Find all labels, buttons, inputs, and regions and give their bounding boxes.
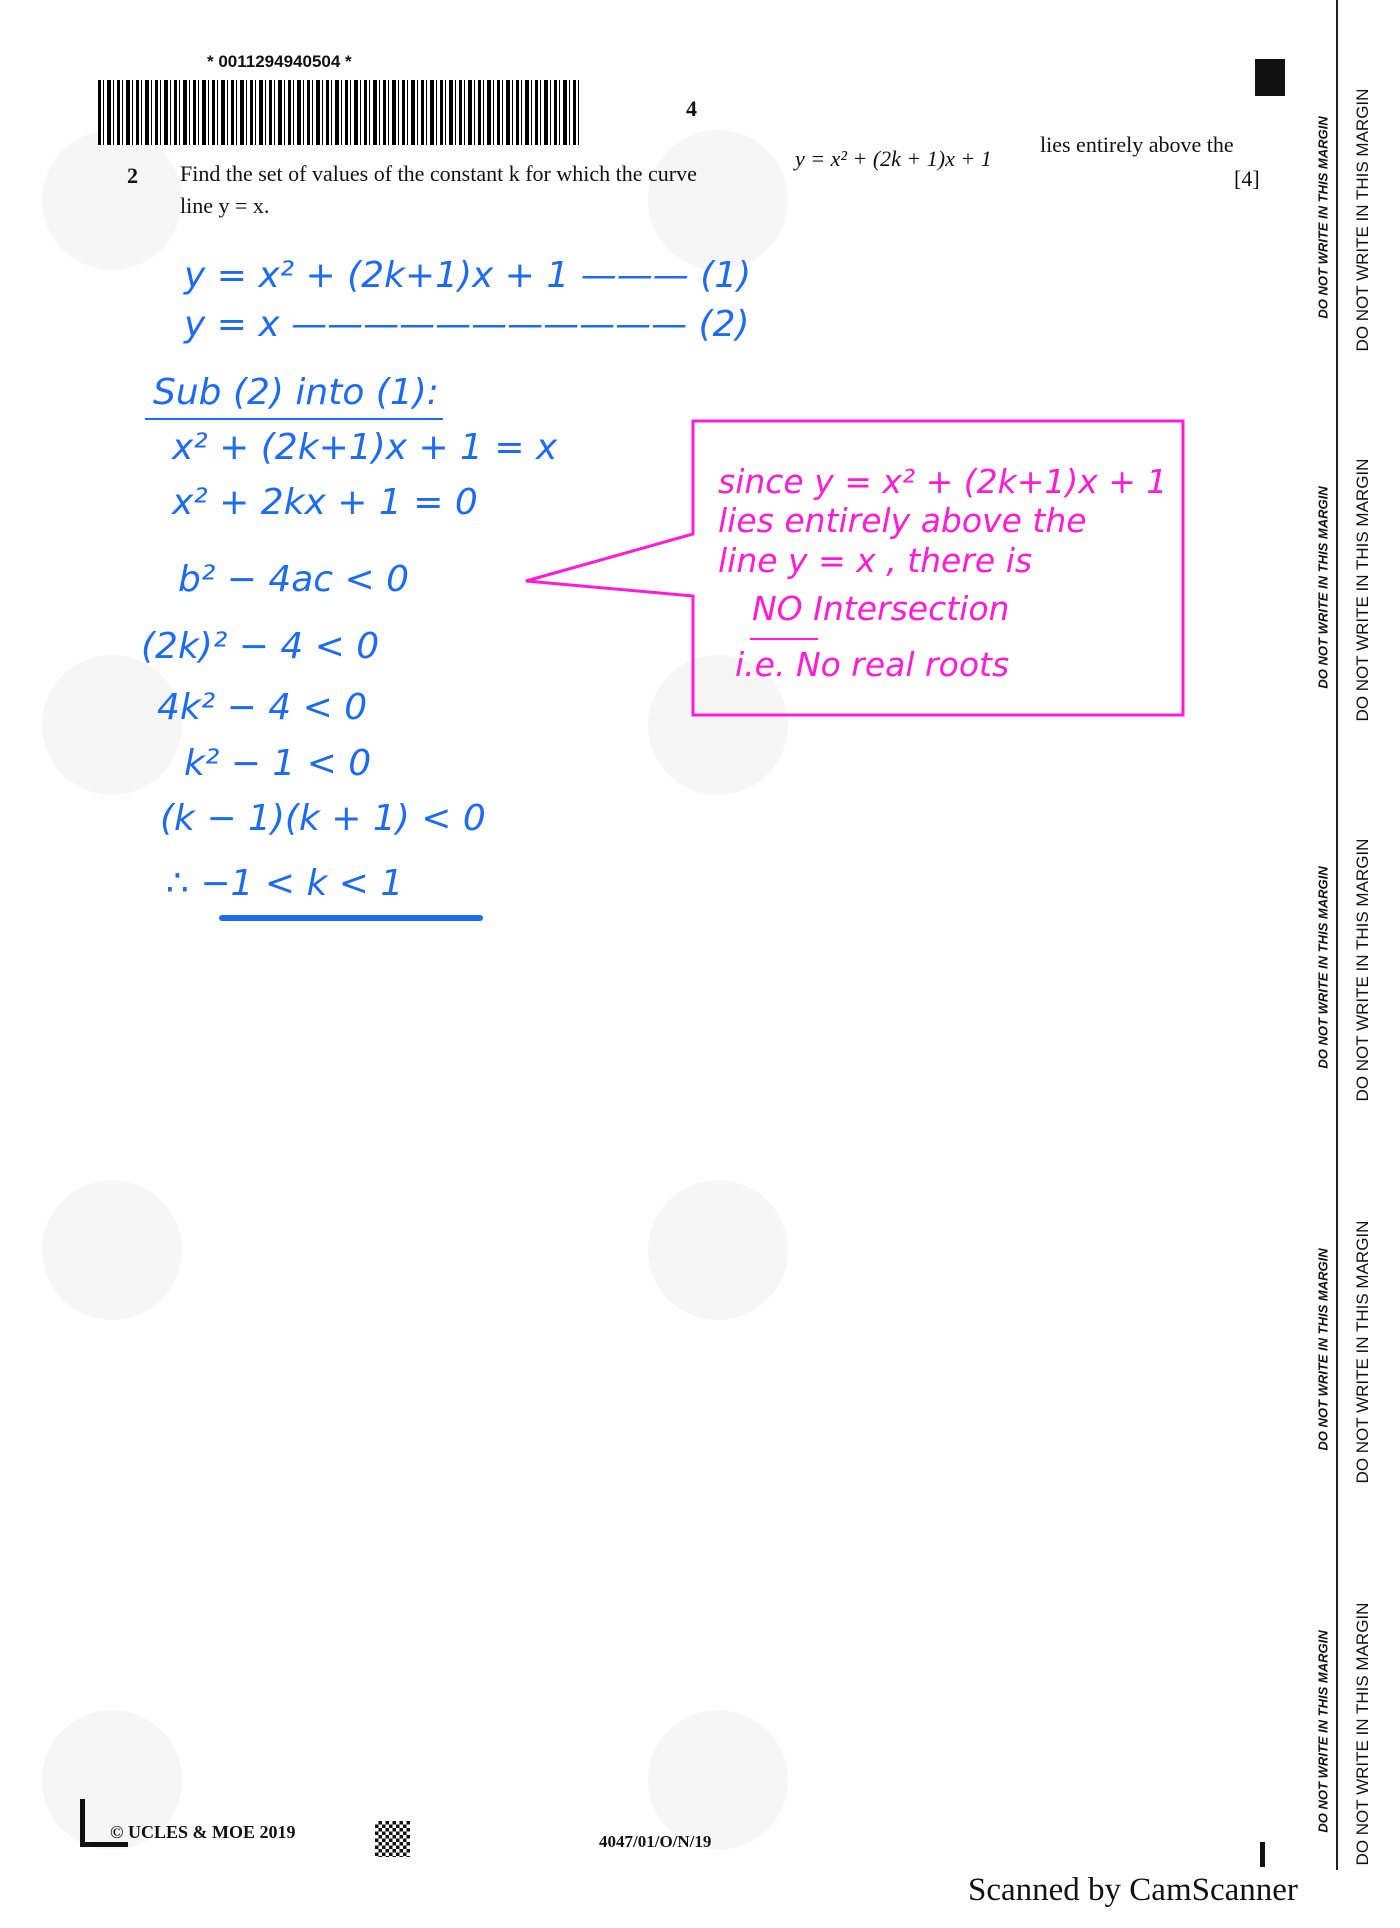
watermark-logo (648, 1710, 788, 1850)
watermark-logo (42, 130, 182, 270)
question-text: Find the set of values of the constant k for which the curve (180, 161, 697, 186)
margin-warning: DO NOT WRITE IN THIS MARGIN (1315, 116, 1331, 319)
margin-warning: DO NOT WRITE IN THIS MARGIN (1315, 486, 1331, 689)
working-line: Sub (2) into (1): (153, 372, 439, 413)
paper-code: 4047/01/O/N/19 (599, 1832, 712, 1851)
note-line: i.e. No real roots (735, 645, 1010, 684)
margin-warning: DO NOT WRITE IN THIS MARGIN (1353, 458, 1372, 722)
working-line: b² − 4ac < 0 (178, 559, 410, 600)
working-line: x² + (2k+1)x + 1 = x (172, 427, 558, 468)
working-line: y = x² + (2k+1)x + 1 ——— (1) (184, 255, 752, 296)
question-marks: [4] (1234, 166, 1260, 191)
watermark-logo (42, 1180, 182, 1320)
note-line: since y = x² + (2k+1)x + 1 (718, 462, 1168, 501)
margin-warning: DO NOT WRITE IN THIS MARGIN (1315, 1248, 1331, 1451)
note-line: NO Intersection (752, 589, 1010, 628)
final-answer: ∴ −1 < k < 1 (166, 863, 404, 904)
watermark-logo (648, 130, 788, 270)
answer-underline (219, 915, 483, 921)
working-line: (2k)² − 4 < 0 (141, 626, 380, 667)
qr-code (375, 1821, 410, 1857)
corner-marker (1255, 59, 1285, 96)
margin-warning: DO NOT WRITE IN THIS MARGIN (1353, 1220, 1372, 1484)
question-number: 2 (127, 163, 138, 188)
margin-warning: DO NOT WRITE IN THIS MARGIN (1353, 838, 1372, 1102)
marker-bar (1260, 1842, 1265, 1867)
underline (145, 418, 443, 420)
scanner-label: Scanned by CamScanner (968, 1872, 1298, 1908)
copyright: © UCLES & MOE 2019 (110, 1822, 296, 1842)
margin-warning: DO NOT WRITE IN THIS MARGIN (1315, 1630, 1331, 1833)
margin-line (1336, 0, 1338, 1870)
note-line: line y = x , there is (718, 541, 1033, 580)
note-line: lies entirely above the (718, 501, 1087, 540)
working-line: (k − 1)(k + 1) < 0 (160, 798, 486, 839)
question-text-line2: line y = x. (180, 193, 270, 218)
page-number: 4 (686, 96, 697, 121)
working-line: k² − 1 < 0 (184, 743, 372, 784)
working-line: x² + 2kx + 1 = 0 (172, 482, 478, 523)
margin-warning: DO NOT WRITE IN THIS MARGIN (1353, 1602, 1372, 1866)
working-line: y = x ——————————— (2) (184, 304, 750, 345)
watermark-logo (648, 1180, 788, 1320)
underline (750, 638, 818, 640)
barcode (98, 80, 580, 145)
margin-warning: DO NOT WRITE IN THIS MARGIN (1315, 866, 1331, 1069)
working-line: 4k² − 4 < 0 (157, 687, 368, 728)
question-equation: y = x² + (2k + 1)x + 1 (795, 146, 992, 171)
barcode-number: * 0011294940504 * (207, 52, 352, 71)
margin-warning: DO NOT WRITE IN THIS MARGIN (1353, 88, 1372, 352)
question-text-continued: lies entirely above the (1040, 132, 1234, 157)
